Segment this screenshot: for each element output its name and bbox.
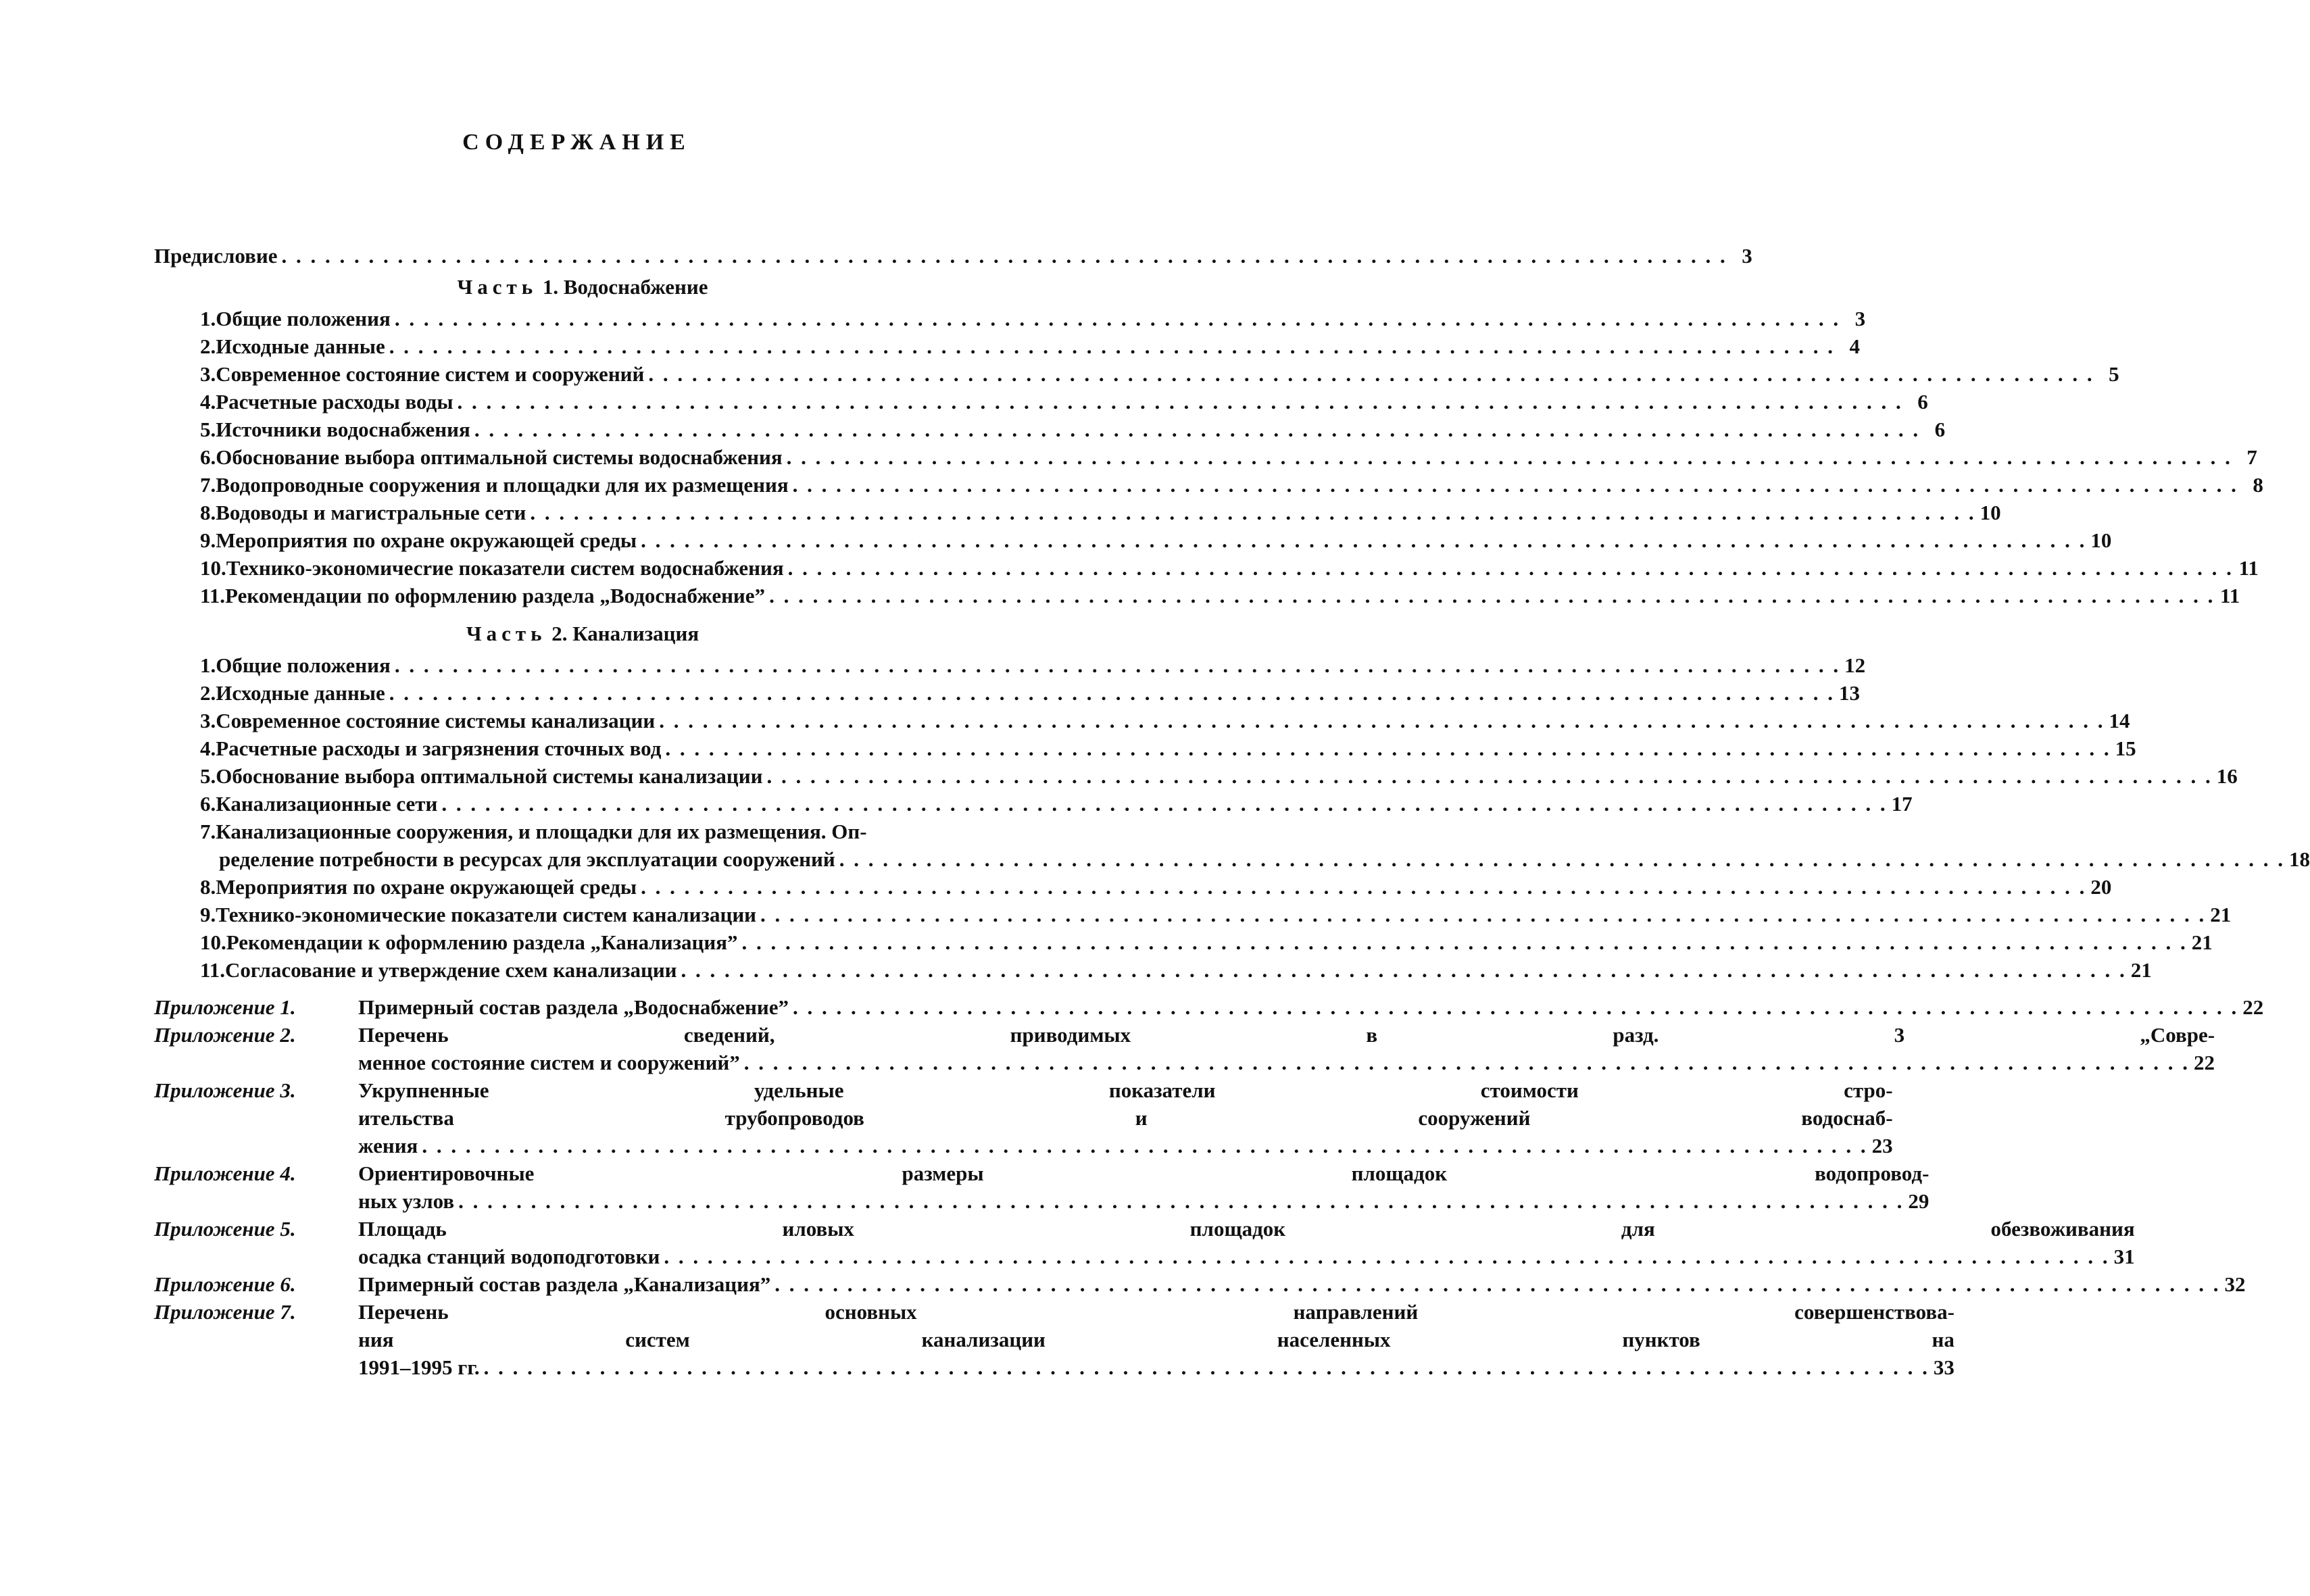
toc-entry-number: 9. xyxy=(200,903,216,926)
appendix-label: Приложение 4. xyxy=(154,1162,296,1185)
appendix-title xyxy=(358,993,2263,1021)
appendix-title-line: жения xyxy=(358,1134,418,1157)
toc-entry xyxy=(154,360,2119,388)
toc-entry-number: 8. xyxy=(200,875,216,899)
part-prefix: Часть xyxy=(457,275,538,299)
toc-entry-page: 4 xyxy=(1849,334,1861,358)
toc-entry xyxy=(154,734,2136,762)
toc-entry-number: 10. xyxy=(200,930,226,954)
appendix-title-line: Перечень основных направлений совершенствова- xyxy=(358,1300,1955,1324)
appendix-title-line: осадка станций водоподготовки xyxy=(358,1245,660,1268)
appendix-label: Приложение 3. xyxy=(154,1078,296,1102)
leader-dots xyxy=(659,707,2103,734)
part-2-list-continued xyxy=(154,873,2232,984)
leader-dots xyxy=(681,956,2125,984)
appendix-title-line: Укрупненные удельные показатели стоимости стро- xyxy=(358,1078,1893,1102)
appendix-page: 29 xyxy=(1908,1189,1930,1213)
toc-entry-number: 8. xyxy=(200,501,216,524)
toc-entry xyxy=(154,928,2213,956)
toc-entry-page: 10 xyxy=(2090,528,2112,552)
appendix-label: Приложение 6. xyxy=(154,1272,296,1296)
leader-dots xyxy=(769,582,2213,609)
toc-entry-number: 11. xyxy=(200,584,226,607)
toc-entry-page: 11 xyxy=(2238,556,2259,580)
toc-entry-label: Канализационные сети xyxy=(216,792,438,816)
appendix-list xyxy=(154,993,2264,1381)
appendix-title-line: Перечень сведений, приводимых в разд. 3 „Совре- xyxy=(358,1023,2215,1047)
appendix-label: Приложение 5. xyxy=(154,1217,296,1241)
toc-entry-number: 6. xyxy=(200,445,216,469)
toc-entry-number: 5. xyxy=(200,764,216,788)
toc-entry xyxy=(154,305,1866,332)
leader-dots xyxy=(441,790,1885,818)
table-of-contents xyxy=(154,242,2310,1381)
leader-dots xyxy=(641,526,2084,554)
toc-entry-number: 4. xyxy=(200,390,216,414)
appendix-page: 22 xyxy=(2194,1051,2215,1074)
toc-entry-label: Технико-экономические показатели систем канализации xyxy=(216,903,757,926)
toc-entry-label: Рекомендации по оформлению раздела „Водоснабжение” xyxy=(225,584,766,607)
appendix-page: 32 xyxy=(2224,1272,2246,1296)
leader-dots xyxy=(839,845,2283,873)
toc-entry xyxy=(154,956,2152,984)
appendix-title xyxy=(358,1076,1893,1159)
appendix-label: Приложение 2. xyxy=(154,1023,296,1047)
toc-entry-page: 3 xyxy=(1742,244,1752,268)
toc-entry-label: Рекомендации к оформлению раздела „Канализация” xyxy=(226,930,738,954)
toc-entry-page: 6 xyxy=(1934,418,1946,441)
toc-entry-page: 15 xyxy=(2115,737,2136,760)
part-1-list xyxy=(154,305,2263,609)
leader-dots xyxy=(422,1132,1865,1159)
toc-entry-label: Общие положения xyxy=(216,653,391,677)
toc-entry-label: Современное состояние системы канализации xyxy=(216,709,656,732)
toc-entry-number: 6. xyxy=(200,792,216,816)
appendix-title xyxy=(358,1021,2215,1076)
toc-entry-label: Современное состояние систем и сооружений xyxy=(216,362,645,386)
leader-dots xyxy=(793,993,2236,1021)
appendix-entry xyxy=(154,1215,2135,1270)
toc-entry xyxy=(154,790,1913,818)
appendix-entry xyxy=(154,1159,1930,1215)
leader-dots xyxy=(641,873,2084,901)
appendix-title xyxy=(358,1215,2135,1270)
toc-entry-label: Водопроводные сооружения и площадки для их размещения xyxy=(216,473,789,497)
toc-entry-number: 7. xyxy=(200,820,216,843)
part-2-heading xyxy=(154,616,984,651)
toc-entry-page: 17 xyxy=(1891,792,1913,816)
toc-entry-label: Канализационные сооружения, и площадки для их размещения. Оп- xyxy=(216,820,867,843)
appendix-title xyxy=(358,1159,1929,1215)
toc-entry-number: 5. xyxy=(200,418,216,441)
toc-entry xyxy=(154,818,2310,873)
leader-dots xyxy=(282,242,1725,270)
toc-entry xyxy=(154,901,2232,928)
leader-dots xyxy=(664,1243,2107,1270)
toc-entry-number: 10. xyxy=(200,556,226,580)
leader-dots xyxy=(458,1187,1902,1215)
toc-entry-label: Мероприятия по охране окружающей среды xyxy=(216,875,637,899)
toc-entry-label: Мероприятия по охране окружающей среды xyxy=(216,528,637,552)
toc-entry-page: 11 xyxy=(2220,584,2240,607)
toc-entry-preface xyxy=(154,242,1752,270)
toc-entry-page: 21 xyxy=(2191,930,2213,954)
toc-entry xyxy=(154,443,2257,471)
toc-entry-page: 13 xyxy=(1839,681,1861,705)
toc-entry-label: Источники водоснабжения xyxy=(216,418,470,441)
leader-dots xyxy=(665,734,2109,762)
toc-entry-page: 7 xyxy=(2246,445,2257,469)
toc-entry-label: Расчетные расходы и загрязнения сточных вод xyxy=(216,737,662,760)
toc-entry-label: Водоводы и магистральные сети xyxy=(216,501,526,524)
toc-entry-page: 8 xyxy=(2253,473,2263,497)
appendix-title-line: Примерный состав раздела „Канализация” xyxy=(358,1272,771,1296)
toc-entry-page: 12 xyxy=(1844,653,1866,677)
appendix-title xyxy=(358,1270,2246,1298)
appendix-entry xyxy=(154,993,2264,1021)
toc-entry-number: 1. xyxy=(200,653,216,677)
toc-entry-label: Общие положения xyxy=(216,307,391,330)
toc-entry-number: 7. xyxy=(200,473,216,497)
toc-entry-number: 3. xyxy=(200,709,216,732)
appendix-label: Приложение 1. xyxy=(154,995,296,1019)
leader-dots xyxy=(458,388,1901,416)
toc-entry xyxy=(154,582,2240,609)
toc-entry-page: 5 xyxy=(2109,362,2119,386)
leader-dots xyxy=(389,679,1833,707)
leader-dots xyxy=(787,443,2230,471)
appendix-title xyxy=(358,1298,1955,1381)
appendix-title-line: Примерный состав раздела „Водоснабжение” xyxy=(358,995,789,1019)
toc-entry-page: 14 xyxy=(2109,709,2130,732)
leader-dots xyxy=(648,360,2092,388)
appendix-entry xyxy=(154,1270,2246,1298)
toc-entry-label: Исходные данные xyxy=(216,334,385,358)
toc-entry xyxy=(154,873,2112,901)
part-prefix: Часть xyxy=(466,622,547,645)
appendix-title-line: 1991–1995 гг. xyxy=(358,1355,480,1379)
toc-entry-label: Исходные данные xyxy=(216,681,385,705)
toc-entry-label-continued: ределение потребности в ресурсах для эксплуатации сооружений xyxy=(219,847,835,871)
appendix-page: 22 xyxy=(2242,995,2264,1019)
toc-entry xyxy=(154,388,1928,416)
toc-entry-page: 20 xyxy=(2090,875,2112,899)
toc-entry-number: 11. xyxy=(200,958,226,982)
toc-entry xyxy=(154,526,2112,554)
leader-dots xyxy=(788,554,2232,582)
part-2-list xyxy=(154,651,2238,818)
leader-dots xyxy=(760,901,2204,928)
toc-entry xyxy=(154,332,1861,360)
leader-dots xyxy=(793,471,2236,499)
leader-dots xyxy=(744,1049,2188,1076)
toc-entry xyxy=(154,707,2130,734)
toc-entry-page: 6 xyxy=(1917,390,1928,414)
toc-entry-number: 2. xyxy=(200,681,216,705)
toc-entry-page: 21 xyxy=(2210,903,2232,926)
appendix-page: 23 xyxy=(1871,1134,1893,1157)
leader-dots xyxy=(395,305,1838,332)
toc-entry-label: Расчетные расходы воды xyxy=(216,390,453,414)
part-title: 1. Водоснабжение xyxy=(542,275,708,299)
appendix-title-line: Ориентировочные размеры площадок водопровод- xyxy=(358,1162,1930,1185)
appendix-title-line: Площадь иловых площадок для обезвоживания xyxy=(358,1217,2135,1241)
toc-entry-number: 4. xyxy=(200,737,216,760)
toc-entry-number: 1. xyxy=(200,307,216,330)
toc-entry-number: 9. xyxy=(200,528,216,552)
toc-entry xyxy=(154,679,1861,707)
toc-entry-page: 18 xyxy=(2288,847,2310,871)
appendix-title-line: ных узлов xyxy=(358,1189,455,1213)
leader-dots xyxy=(395,651,1838,679)
leader-dots xyxy=(742,928,2186,956)
appendix-entry xyxy=(154,1076,1893,1159)
toc-entry xyxy=(154,471,2263,499)
appendix-entry xyxy=(154,1021,2215,1076)
appendix-title-line: ния систем канализации населенных пунктов на xyxy=(358,1328,1955,1351)
leader-dots xyxy=(775,1270,2218,1298)
toc-entry xyxy=(154,651,1866,679)
leader-dots xyxy=(389,332,1833,360)
appendix-title-line: менное состояние систем и сооружений” xyxy=(358,1051,740,1074)
part-1-heading xyxy=(154,270,984,305)
appendix-page: 33 xyxy=(1933,1355,1955,1379)
toc-entry-page: 21 xyxy=(2130,958,2152,982)
leader-dots xyxy=(530,499,1973,526)
toc-entry-label: Согласование и утверждение схем канализации xyxy=(225,958,677,982)
toc-entry-label: Обоснование выбора оптимальной системы канализации xyxy=(216,764,763,788)
leader-dots xyxy=(484,1353,1927,1381)
appendix-entry xyxy=(154,1298,1955,1381)
leader-dots xyxy=(474,416,1918,443)
appendix-label: Приложение 7. xyxy=(154,1300,296,1324)
leader-dots xyxy=(766,762,2210,790)
toc-entry xyxy=(154,554,2259,582)
toc-entry-number: 3. xyxy=(200,362,216,386)
toc-entry xyxy=(154,762,2238,790)
toc-entry-label: Предисловие xyxy=(154,244,278,268)
toc-entry-number: 2. xyxy=(200,334,216,358)
appendix-title-line: ительства трубопроводов и сооружений водоснаб- xyxy=(358,1106,1893,1130)
toc-entry-label: Технико-экономичесrие показатели систем водоснабжения xyxy=(226,556,784,580)
toc-entry-page: 10 xyxy=(1980,501,2001,524)
toc-entry-page: 3 xyxy=(1854,307,1866,330)
toc-entry xyxy=(154,499,2001,526)
part-title: 2. Канализация xyxy=(551,622,699,645)
toc-entry-label: Обоснование выбора оптимальной системы водоснабжения xyxy=(216,445,783,469)
toc-entry xyxy=(154,416,1946,443)
page-title: СОДЕРЖАНИЕ xyxy=(462,130,691,155)
appendix-page: 31 xyxy=(2113,1245,2135,1268)
toc-entry-page: 16 xyxy=(2216,764,2238,788)
